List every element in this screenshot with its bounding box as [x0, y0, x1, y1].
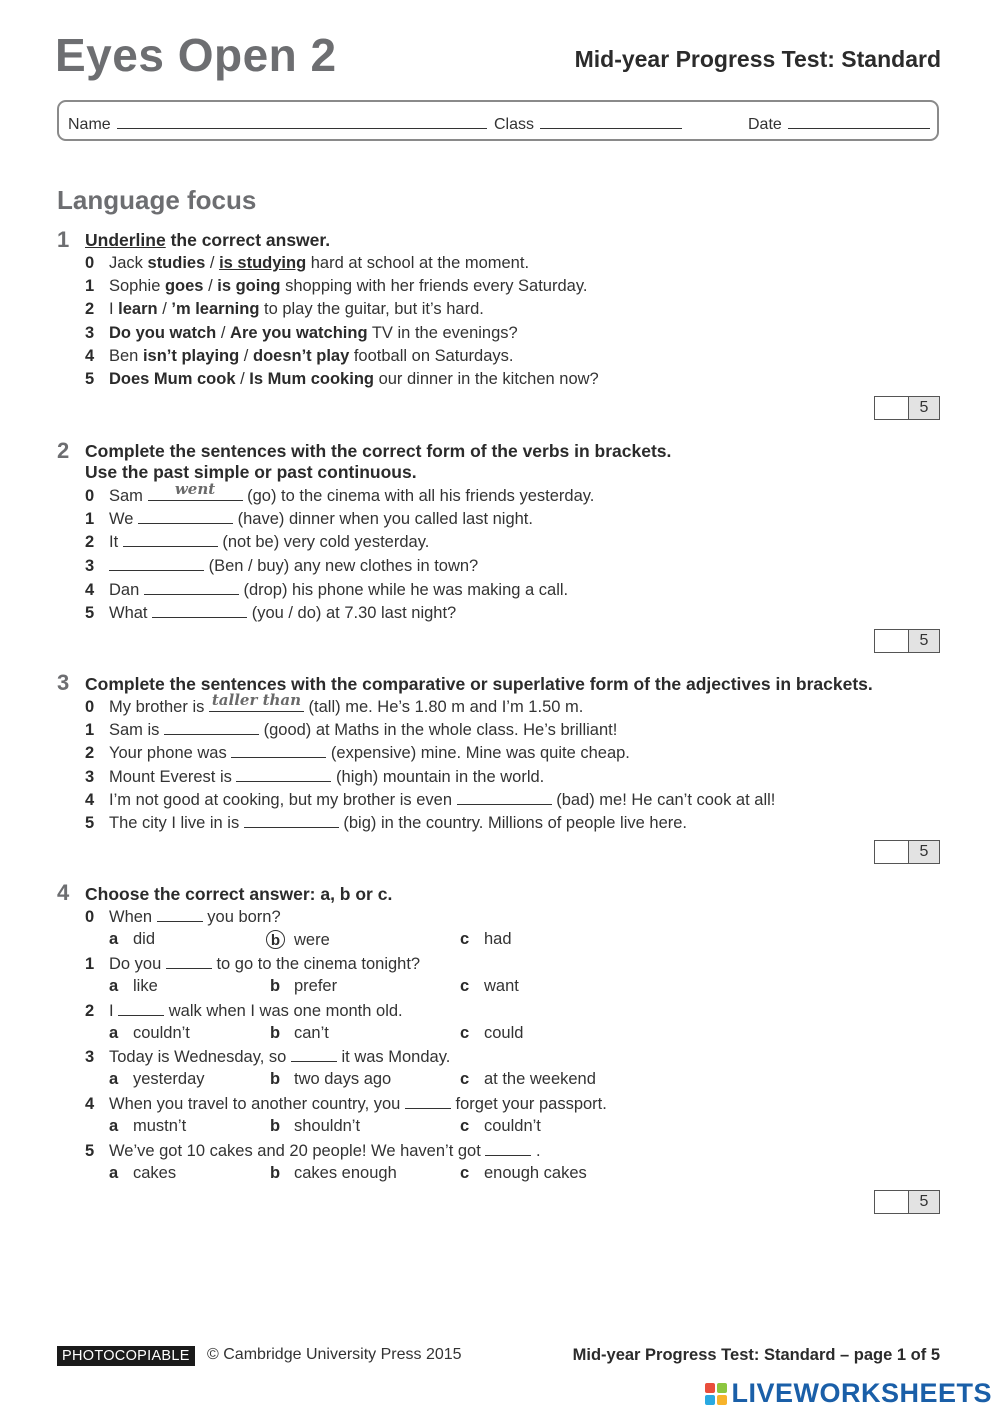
option-separator: /	[235, 370, 250, 388]
option-text: enough cakes	[484, 1164, 587, 1182]
logo-square-red	[705, 1383, 715, 1393]
page-indicator: Mid-year Progress Test: Standard – page 1 of 5	[572, 1346, 940, 1364]
q1-instruction-rest: the correct answer.	[165, 230, 331, 250]
q4-question	[85, 907, 281, 927]
item-text-post: .	[531, 1142, 541, 1160]
q1-score-input[interactable]	[875, 397, 909, 419]
q1-item	[85, 347, 513, 366]
item-number: 2	[85, 533, 95, 551]
class-field[interactable]	[494, 114, 682, 134]
item-text-pre: When you travel to another country, you	[109, 1095, 405, 1113]
q4-score-max: 5	[909, 1191, 939, 1213]
q4-option-b[interactable]	[270, 1024, 329, 1043]
name-label: Name	[68, 116, 111, 133]
q1-number: 1	[57, 227, 70, 252]
q1-instruction-underline: Underline	[85, 230, 166, 250]
item-text-pre: Sophie	[109, 277, 165, 295]
answer-blank[interactable]	[244, 813, 339, 828]
q4-option-a[interactable]	[109, 977, 158, 996]
item-number: 3	[85, 1048, 95, 1066]
answer-blank[interactable]	[148, 480, 243, 501]
q4-number: 4	[57, 880, 70, 905]
item-text-post: (bad) me! He can’t cook at all!	[551, 791, 776, 809]
photocopiable-tag: PHOTOCOPIABLE	[57, 1346, 195, 1366]
q4-option-c[interactable]	[460, 1024, 523, 1043]
q4-score-input[interactable]	[875, 1191, 909, 1213]
q4-question	[85, 1141, 541, 1161]
q4-instruction: Choose the correct answer: a, b or c.	[85, 884, 393, 904]
q2-item	[85, 580, 568, 600]
date-label: Date	[748, 116, 782, 133]
item-number: 4	[85, 581, 95, 599]
option-text: want	[484, 977, 519, 995]
answer-blank[interactable]	[138, 509, 233, 524]
option-letter: a	[109, 977, 119, 995]
q4-option-a[interactable]	[109, 1164, 176, 1183]
option-a[interactable]: goes	[164, 277, 204, 295]
section-title: Language focus	[57, 185, 257, 215]
option-b[interactable]: Is Mum cooking	[249, 370, 374, 388]
name-field[interactable]	[68, 114, 487, 134]
item-number: 0	[85, 908, 95, 926]
answer-blank[interactable]	[164, 720, 259, 735]
item-text-post: forget your passport.	[450, 1095, 607, 1113]
option-text: cakes	[133, 1164, 177, 1182]
item-text-post: hard at school at the moment.	[306, 254, 530, 272]
item-text-post: it was Monday.	[336, 1048, 451, 1066]
option-letter: c	[460, 930, 470, 948]
item-text-post: football on Saturdays.	[349, 347, 514, 365]
option-text: could	[484, 1024, 524, 1042]
option-letter: c	[460, 1117, 470, 1135]
item-number: 2	[85, 300, 95, 318]
q4-option-a[interactable]	[109, 1070, 205, 1089]
option-a[interactable]: learn	[118, 300, 158, 318]
q2-item	[85, 556, 478, 576]
option-letter: b	[270, 1164, 281, 1182]
item-text-pre: Mount Everest is	[109, 768, 237, 786]
option-text: at the weekend	[484, 1070, 596, 1088]
option-a[interactable]: Does Mum cook	[109, 370, 236, 388]
option-letter: a	[109, 1164, 119, 1182]
item-number: 2	[85, 744, 95, 762]
item-text-pre: Sam	[109, 487, 148, 505]
logo-square-yellow	[717, 1395, 727, 1405]
student-info-box	[57, 100, 939, 141]
q4-question	[85, 1001, 403, 1021]
option-letter: b	[270, 1024, 281, 1042]
answer-blank[interactable]	[152, 603, 247, 618]
class-label: Class	[494, 116, 535, 133]
q2-instruction-2: Use the past simple or past continuous.	[85, 462, 417, 482]
item-number: 5	[85, 370, 95, 388]
q2-score-max: 5	[909, 630, 939, 652]
item-number: 1	[85, 510, 95, 528]
item-number: 3	[85, 557, 95, 575]
q3-item	[85, 790, 775, 810]
q4-option-b[interactable]	[270, 930, 330, 950]
q2-item	[85, 480, 595, 506]
item-text-post: (expensive) mine. Mine was quite cheap.	[326, 744, 630, 762]
item-text-pre: Today is Wednesday, so	[109, 1048, 291, 1066]
item-number: 4	[85, 347, 95, 365]
answer-blank[interactable]	[236, 767, 331, 782]
answer-blank[interactable]	[157, 907, 203, 922]
item-number: 1	[85, 721, 95, 739]
example-answer: taller than	[211, 691, 302, 709]
answer-blank[interactable]	[144, 580, 239, 595]
answer-blank[interactable]	[485, 1141, 531, 1156]
option-letter: b	[270, 1117, 281, 1135]
item-number: 2	[85, 1002, 95, 1020]
q1-item	[85, 254, 529, 273]
answer-blank[interactable]	[291, 1047, 337, 1062]
answer-blank[interactable]	[457, 790, 552, 805]
item-number: 1	[85, 277, 95, 295]
item-number: 0	[85, 698, 95, 716]
item-text-pre: We	[109, 510, 139, 528]
q1-score-max: 5	[909, 397, 939, 419]
q3-item	[85, 767, 544, 787]
item-text-post: to go to the cinema tonight?	[211, 955, 421, 973]
item-text-pre: Do you	[109, 955, 166, 973]
option-letter: c	[460, 1024, 470, 1042]
liveworksheets-text: LIVEWORKSHEETS	[731, 1378, 992, 1408]
item-text-post: (you / do) at 7.30 last night?	[247, 604, 457, 622]
item-text-pre: I	[109, 300, 119, 318]
option-b[interactable]: doesn’t play	[252, 347, 350, 365]
q2-score-box	[874, 629, 940, 653]
option-text: had	[484, 930, 512, 948]
option-letter	[270, 930, 294, 950]
q3-score-box	[874, 840, 940, 864]
item-text-pre: I’m not good at cooking, but my brother is even	[109, 791, 457, 809]
q2-instruction-1: Complete the sentences with the correct form of the verbs in brackets.	[85, 441, 672, 461]
q1-score-box	[874, 396, 940, 420]
option-letter: a	[109, 1070, 119, 1088]
option-letter: a	[109, 930, 119, 948]
item-text-pre: Sam is	[109, 721, 165, 739]
q3-item	[85, 743, 630, 763]
item-text-pre: When	[109, 908, 157, 926]
q4-option-b[interactable]	[270, 1117, 360, 1136]
item-text-post: (good) at Maths in the whole class. He’s brilliant!	[259, 721, 618, 739]
option-b[interactable]: Are you watching	[230, 324, 368, 342]
selected-answer-circle: b	[266, 930, 285, 949]
option-separator: /	[205, 254, 220, 272]
item-number: 0	[85, 254, 95, 272]
item-text-post: shopping with her friends every Saturday.	[280, 277, 588, 295]
item-text-post: our dinner in the kitchen now?	[373, 370, 599, 388]
item-number: 1	[85, 955, 95, 973]
option-text: prefer	[294, 977, 338, 995]
item-number: 5	[85, 1142, 95, 1160]
q3-item	[85, 720, 617, 740]
q2-item	[85, 532, 429, 552]
date-line[interactable]	[788, 114, 930, 129]
item-number: 0	[85, 487, 95, 505]
item-number: 5	[85, 604, 95, 622]
q4-question	[85, 1094, 607, 1114]
item-text-post: (tall) me. He’s 1.80 m and I’m 1.50 m.	[303, 698, 584, 716]
q1-item	[85, 300, 484, 319]
q4-option-c[interactable]	[460, 1164, 587, 1183]
logo-square-blue	[705, 1395, 715, 1405]
q1-item	[85, 370, 599, 389]
liveworksheets-watermark	[705, 1378, 992, 1409]
q4-option-a[interactable]	[109, 1024, 190, 1043]
item-text-pre: My brother is	[109, 698, 209, 716]
answer-blank[interactable]	[109, 556, 204, 571]
option-b[interactable]: ’m learning	[171, 300, 260, 318]
option-a[interactable]: Do you watch	[109, 324, 217, 342]
option-text: can’t	[294, 1024, 329, 1042]
option-text: couldn’t	[484, 1117, 541, 1135]
option-separator: /	[216, 324, 231, 342]
item-text-post: (have) dinner when you called last night.	[233, 510, 533, 528]
copyright-text: © Cambridge University Press 2015	[207, 1346, 462, 1363]
option-letter: c	[460, 1164, 470, 1182]
answer-blank[interactable]	[231, 743, 326, 758]
item-text-post: (big) in the country. Millions of people live here.	[338, 814, 687, 832]
option-text: yesterday	[133, 1070, 205, 1088]
q4-score-box	[874, 1190, 940, 1214]
q4-question	[85, 954, 420, 974]
item-text-post: you born?	[202, 908, 281, 926]
option-a[interactable]: isn’t playing	[142, 347, 240, 365]
q2-score-input[interactable]	[875, 630, 909, 652]
item-text-post: TV in the evenings?	[367, 324, 518, 342]
option-separator: /	[157, 300, 172, 318]
item-text-pre: Ben	[109, 347, 143, 365]
option-text: mustn’t	[133, 1117, 187, 1135]
option-letter: b	[270, 977, 281, 995]
item-text-post: (go) to the cinema with all his friends yesterday.	[242, 487, 595, 505]
item-number: 4	[85, 791, 95, 809]
q2-item	[85, 603, 456, 623]
liveworksheets-logo-icon	[705, 1383, 727, 1405]
option-letter: c	[460, 977, 470, 995]
document-title: Eyes Open 2	[55, 29, 337, 81]
item-number: 4	[85, 1095, 95, 1113]
item-text-pre: We’ve got 10 cakes and 20 people! We haven’t got	[109, 1142, 486, 1160]
option-letter: c	[460, 1070, 470, 1088]
option-separator: /	[239, 347, 253, 365]
option-text: did	[133, 930, 156, 948]
item-text-pre: It	[109, 533, 123, 551]
logo-square-green	[717, 1383, 727, 1393]
item-text-post: (drop) his phone while he was making a call.	[238, 581, 569, 599]
q3-score-input[interactable]	[875, 841, 909, 863]
option-text: two days ago	[294, 1070, 392, 1088]
class-line[interactable]	[540, 114, 682, 129]
item-text-post: (high) mountain in the world.	[331, 768, 545, 786]
item-text-post: (not be) very cold yesterday.	[217, 533, 430, 551]
q4-option-a[interactable]	[109, 1117, 186, 1136]
option-text: like	[133, 977, 158, 995]
answer-blank[interactable]	[123, 532, 218, 547]
option-text: couldn’t	[133, 1024, 190, 1042]
q2-number: 2	[57, 438, 70, 463]
q4-option-c[interactable]	[460, 930, 512, 949]
q2-item	[85, 509, 533, 529]
item-number: 3	[85, 768, 95, 786]
q4-option-c[interactable]	[460, 1070, 596, 1089]
item-text-post: walk when I was one month old.	[164, 1002, 403, 1020]
q4-option-c[interactable]	[460, 1117, 541, 1136]
q1-instruction	[85, 230, 330, 251]
option-a[interactable]: studies	[147, 254, 206, 272]
q3-number: 3	[57, 670, 70, 695]
q4-option-b[interactable]	[270, 977, 337, 996]
q3-item	[85, 691, 584, 717]
name-line[interactable]	[117, 114, 487, 129]
item-text-pre: Jack	[109, 254, 148, 272]
q1-item	[85, 277, 587, 296]
q4-option-b[interactable]	[270, 1070, 391, 1089]
q4-option-b[interactable]	[270, 1164, 397, 1183]
q3-instruction: Complete the sentences with the comparative or superlative form of the adjectives in brackets.	[85, 674, 873, 694]
item-text-pre: Dan	[109, 581, 144, 599]
q4-option-c[interactable]	[460, 977, 519, 996]
item-text-post: (Ben / buy) any new clothes in town?	[204, 557, 479, 575]
option-text: were	[294, 931, 330, 949]
option-b[interactable]: is studying	[219, 254, 307, 272]
example-answer: went	[174, 480, 216, 498]
item-number: 3	[85, 324, 95, 342]
option-letter: b	[270, 1070, 281, 1088]
answer-blank[interactable]	[166, 954, 212, 969]
option-text: shouldn’t	[294, 1117, 361, 1135]
answer-blank[interactable]	[118, 1001, 164, 1016]
answer-blank[interactable]	[405, 1094, 451, 1109]
q3-item	[85, 813, 687, 833]
q4-question	[85, 1047, 450, 1067]
item-text-pre: What	[109, 604, 153, 622]
item-text-post: to play the guitar, but it’s hard.	[259, 300, 484, 318]
option-letter: a	[109, 1117, 119, 1135]
q3-score-max: 5	[909, 841, 939, 863]
test-subtitle: Mid-year Progress Test: Standard	[574, 46, 941, 72]
answer-blank[interactable]	[209, 691, 304, 712]
option-separator: /	[203, 277, 218, 295]
item-number: 5	[85, 814, 95, 832]
date-field[interactable]	[748, 114, 930, 134]
option-b[interactable]: is going	[217, 277, 281, 295]
option-letter: a	[109, 1024, 119, 1042]
item-text-pre: The city I live in is	[109, 814, 244, 832]
q4-option-a[interactable]	[109, 930, 155, 949]
option-text: cakes enough	[294, 1164, 397, 1182]
item-text-pre: Your phone was	[109, 744, 232, 762]
q1-item	[85, 324, 518, 343]
item-text-pre: I	[109, 1002, 119, 1020]
